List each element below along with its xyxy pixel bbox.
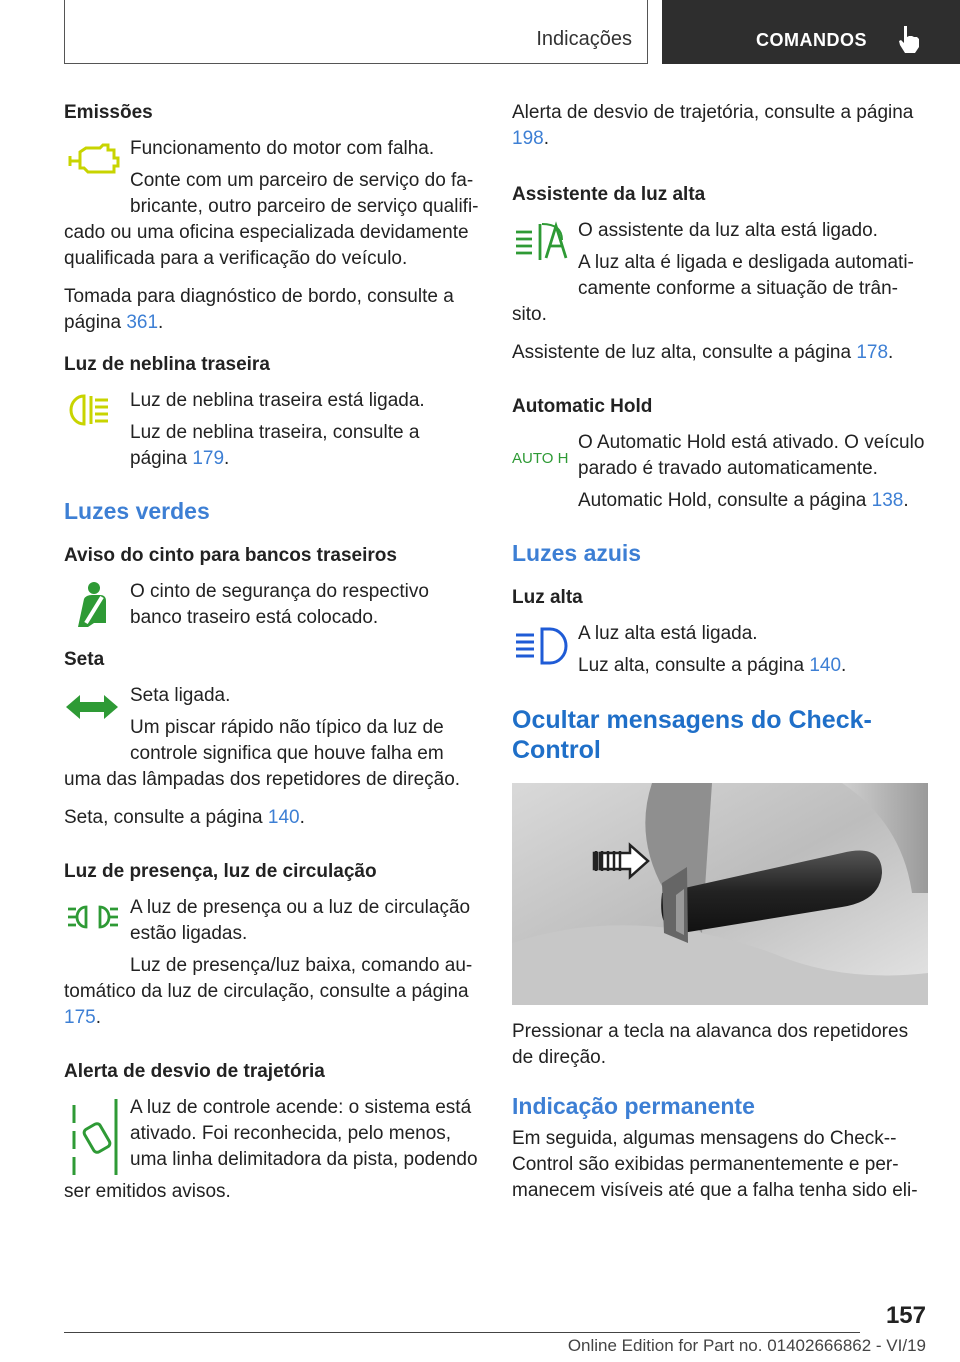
belt-line-1: O cinto de segurança do respectivo banco traseiro está colocado. [130,581,429,628]
hide-check-control-caption: Pressionar a tecla na alavanca dos repetidores de direção. [512,1021,909,1068]
high-beam-heading: Luz alta [512,587,583,608]
auto-hold-icon-text: AUTO H [512,450,569,467]
page-link-361[interactable]: 361 [126,312,159,333]
parking-light-line-1: A luz de presença ou a luz de circulação estão ligadas. [130,897,471,944]
footer-divider [64,1332,860,1333]
permanent-indication-text: Em seguida, algumas mensagens do Check--Control são exibidas permanentemente e per-manecem visíveis até que a falha tenha sido eli- [512,1128,918,1201]
lane-departure-line-1: A luz de controle acende: o sistema está ativado. Foi reconhecida, pelo menos, uma linha delimitadora da pista, podendo [130,1097,478,1170]
emissions-line-1: Funcionamento do motor com falha. [130,138,435,159]
page-link-175[interactable]: 175 [64,1007,96,1028]
page-link-178[interactable]: 178 [856,342,889,363]
lane-departure-item [64,1095,480,1205]
belt-heading: Aviso do cinto para bancos traseiros [64,545,397,566]
emissions-item [64,136,480,272]
high-beam-assistant-line-1: O assistente da luz alta está ligado. [578,220,878,241]
permanent-indication-heading: Indicação permanente [512,1093,755,1119]
belt-item [64,579,480,631]
header-tab-label: COMANDOS [756,30,867,50]
high-beam-assistant-continuation: sito. [512,304,547,325]
high-beam-line-2: Luz alta, consulte a página 140. [578,655,847,676]
emissions-continuation: cado ou uma oficina especializada devidamente qualificada para a verificação do veículo. [64,222,469,269]
parking-light-heading: Luz de presença, luz de circulação [64,861,377,882]
high-beam-assistant-reference: Assistente de luz alta, consulte a página 178. [512,342,894,363]
page-link-179[interactable]: 179 [192,448,225,469]
hide-check-control-heading: Ocultar mensagens do Check-Control [512,706,872,764]
emissions-line-3: bricante, outro parceiro de serviço qualifi- [130,196,479,217]
turn-signal-line-3: controle significa que houve falha em [130,743,444,764]
turn-signal-line-1: Seta ligada. [130,685,231,706]
high-beam-assistant-line-2: A luz alta é ligada e desligada automati- [578,252,914,273]
page-number: 157 [885,1302,926,1329]
parking-light-item [64,895,480,1031]
turn-signal-item [64,683,480,793]
parking-light-continuation: tomático da luz de circulação, consulte a página 175. [64,981,469,1028]
auto-hold-icon [512,430,578,490]
turn-signal-line-2: Um piscar rápido não típico da luz de [130,717,444,738]
high-beam-assistant-line-3: camente conforme a situação de trân- [578,278,899,299]
high-beam-assistant-icon [512,218,578,268]
automatic-hold-item [512,430,928,514]
rear-fog-light-icon [64,388,130,438]
page-link-198[interactable]: 198 [512,128,544,149]
parking-light-line-2: Luz de presença/luz baixa, comando au- [130,955,473,976]
turn-signal-arrows-icon [64,683,130,733]
right-column [512,100,928,1204]
lane-departure-reference: Alerta de desvio de trajetória, consulte a página 198. [512,102,914,149]
high-beam-item [512,621,928,679]
lane-departure-icon [64,1095,130,1179]
automatic-hold-heading: Automatic Hold [512,396,653,417]
page-link-140-high-beam[interactable]: 140 [809,655,842,676]
turn-signal-lever-photo [512,783,928,1005]
automatic-hold-line-1: O Automatic Hold está ativado. O veículo parado é travado automaticamente. [578,432,925,479]
blue-lights-heading: Luzes azuis [512,540,642,566]
high-beam-assistant-heading: Assistente da luz alta [512,184,706,205]
header-tab-comandos [662,0,960,64]
emissions-reference: Tomada para diagnóstico de bordo, consulte a página 361. [64,286,454,333]
rear-fog-line-1: Luz de neblina traseira está ligada. [130,390,425,411]
high-beam-icon [512,621,578,671]
rear-fog-item [64,388,480,472]
turn-signal-continuation: uma das lâmpadas dos repetidores de direção. [64,769,461,790]
header-section-title: Indicações [536,28,632,50]
lane-departure-heading: Alerta de desvio de trajetória [64,1061,325,1082]
rear-fog-heading: Luz de neblina traseira [64,354,270,375]
high-beam-line-1: A luz alta está ligada. [578,623,758,644]
parking-light-icon [64,895,130,945]
left-column [64,100,480,1217]
pointing-hand-icon [896,24,922,54]
seatbelt-icon [64,579,130,629]
footer-edition: Online Edition for Part no. 01402666862 - VI/19 [567,1336,926,1355]
engine-warning-icon [64,136,130,186]
automatic-hold-line-2: Automatic Hold, consulte a página 138. [578,490,909,511]
green-lights-heading: Luzes verdes [64,498,210,524]
page-link-140[interactable]: 140 [267,807,300,828]
turn-signal-heading: Seta [64,649,105,670]
emissions-heading: Emissões [64,102,153,123]
rear-fog-line-2: Luz de neblina traseira, consulte a página 179. [130,422,420,469]
turn-signal-reference: Seta, consulte a página 140. [64,807,305,828]
page-link-138[interactable]: 138 [871,490,904,511]
high-beam-assistant-item [512,218,928,328]
lane-departure-continuation: ser emitidos avisos. [64,1181,231,1202]
emissions-line-2: Conte com um parceiro de serviço do fa- [130,170,474,191]
